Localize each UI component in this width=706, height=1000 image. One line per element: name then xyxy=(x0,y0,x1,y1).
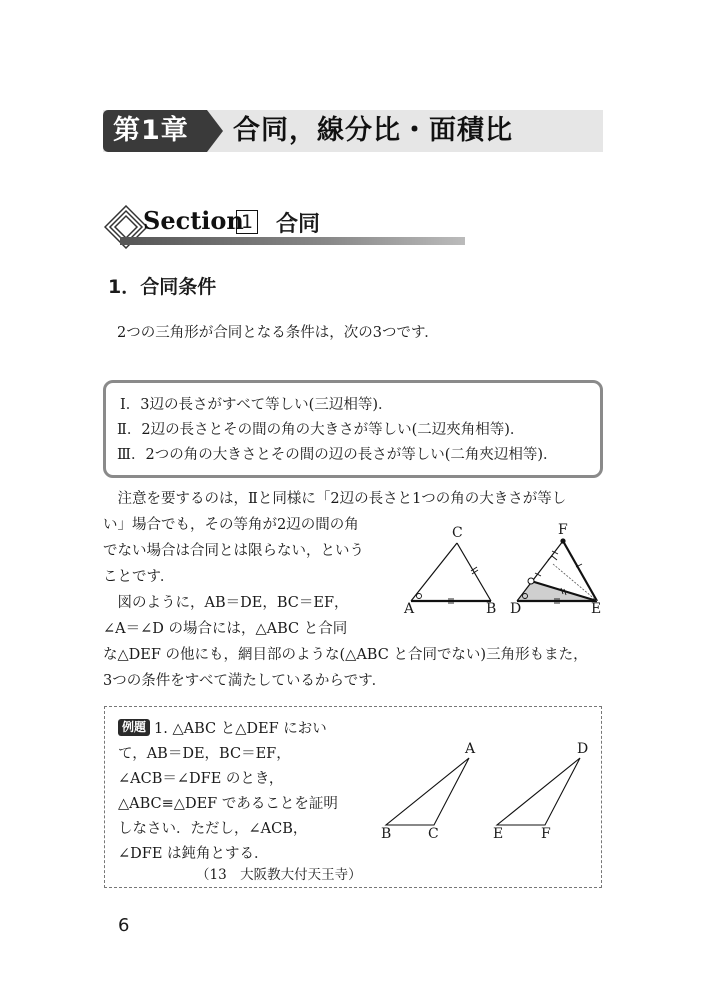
chapter-tag: 第1章 xyxy=(103,110,207,152)
figure-label-a: A xyxy=(404,601,415,617)
note-line-5: 図のように，AB＝DE，BC＝EF， xyxy=(103,595,349,611)
congruence-figure xyxy=(395,515,610,620)
figure-label-c: C xyxy=(452,525,463,541)
condition-2: Ⅱ．2辺の長さとその間の角の大きさが等しい(二辺夾角相等)． xyxy=(117,422,525,438)
section-label: Section xyxy=(143,206,244,235)
note-line-8: 3つの条件をすべて満たしているからです． xyxy=(103,673,387,689)
example-line-1 xyxy=(118,716,327,742)
example-label-c: C xyxy=(428,826,439,842)
example-line-3: ∠ACB＝∠DFE のとき， xyxy=(118,771,284,787)
triangle-abc-obtuse xyxy=(386,758,469,825)
example-label-d: D xyxy=(577,741,589,757)
condition-3: Ⅲ．2つの角の大きさとその間の辺の長さが等しい(二角夾辺相等)． xyxy=(117,447,558,463)
section-number: 1 xyxy=(236,210,258,234)
example-line-4: △ABC≡△DEF であることを証明 xyxy=(118,796,338,812)
note-line-4: ことです． xyxy=(103,569,175,585)
example-line-2: て，AB＝DE，BC＝EF， xyxy=(118,746,291,762)
note-line-6: ∠A＝∠D の場合には，△ABC と合同 xyxy=(103,621,348,637)
note-line-1: 注意を要するのは，Ⅱと同様に「2辺の長さと1つの角の大きさが等し xyxy=(103,491,567,507)
triangle-def-obtuse xyxy=(497,758,580,825)
condition-1: Ⅰ．3辺の長さがすべて等しい(三辺相等)． xyxy=(120,397,393,413)
example-badge: 例題 xyxy=(118,719,150,736)
example-number: 1. xyxy=(154,721,168,737)
figure-label-f: F xyxy=(558,522,568,538)
example-label-e: E xyxy=(493,826,504,842)
note-line-7: な△DEF の他にも，網目部のような(△ABC と合同でない)三角形もまた， xyxy=(103,647,588,663)
chapter-arrow-icon xyxy=(207,110,223,152)
triangle-abc xyxy=(411,543,491,604)
section-title: 合同 xyxy=(276,212,321,237)
example-label-f: F xyxy=(541,826,551,842)
note-line-3: でない場合は合同とは限らない，という xyxy=(103,543,364,559)
figure-label-e: E xyxy=(591,601,602,617)
example-line-5: しなさい．ただし，∠ACB， xyxy=(118,821,308,837)
example-text-1: △ABC と△DEF におい xyxy=(172,721,327,737)
example-figure xyxy=(370,730,610,850)
figure-label-d: D xyxy=(510,601,522,617)
subsection-heading: 1．合同条件 xyxy=(108,276,217,298)
section-underline xyxy=(120,237,465,245)
note-line-2: い」場合でも，その等角が2辺の間の角 xyxy=(103,517,359,533)
figure-label-b: B xyxy=(486,601,497,617)
example-label-b: B xyxy=(381,826,392,842)
example-source: （13 大阪教大付天王寺） xyxy=(196,867,362,883)
chapter-title: 合同，線分比・面積比 xyxy=(233,115,513,146)
example-label-a: A xyxy=(465,741,476,757)
intro-text: 2つの三角形が合同となる条件は，次の3つです． xyxy=(117,325,439,341)
example-line-6: ∠DFE は鈍角とする． xyxy=(118,846,269,862)
page-number: 6 xyxy=(118,915,130,936)
triangle-def xyxy=(517,538,597,604)
